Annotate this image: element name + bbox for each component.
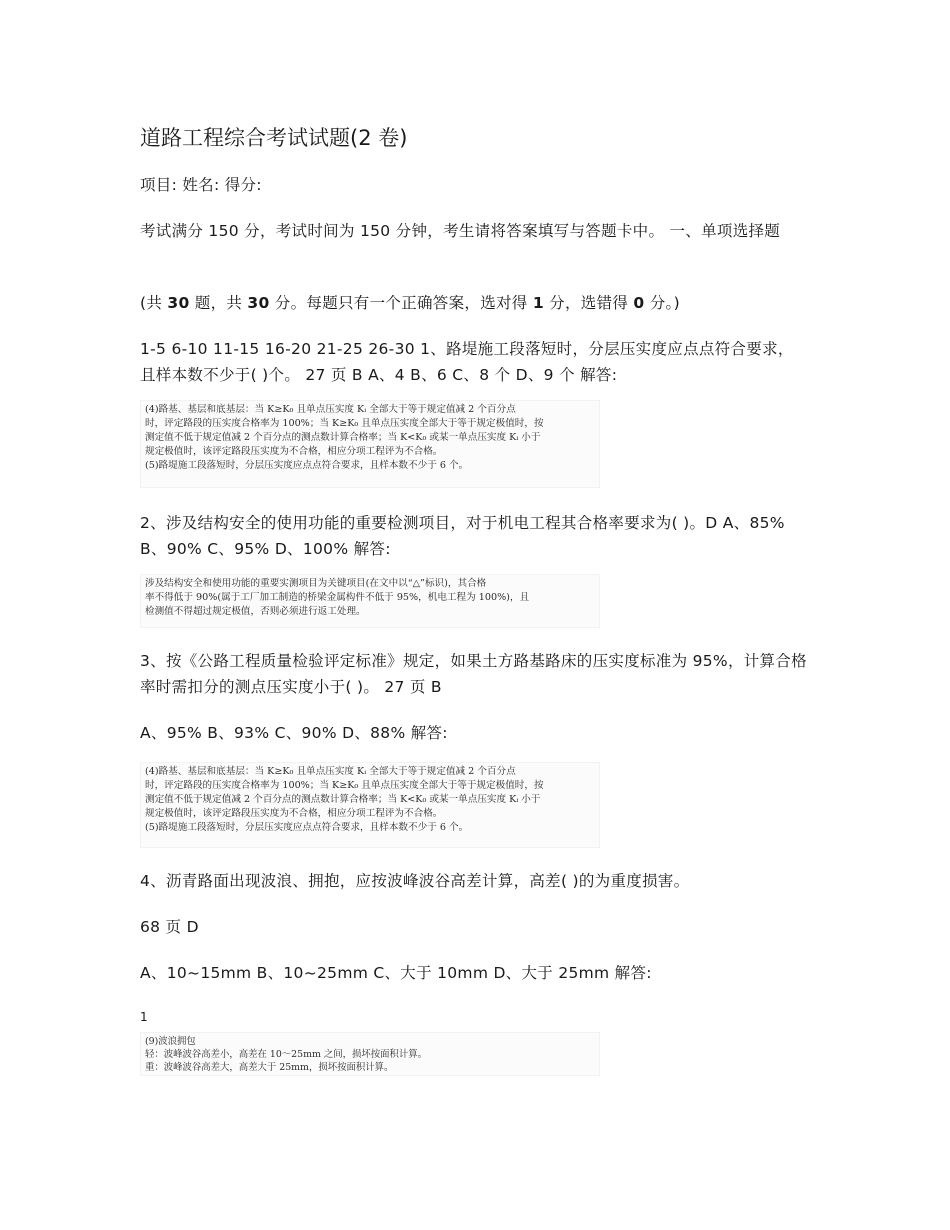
image-text-line: 规定极值时，该评定路段压实度为不合格，相应分项工程评为不合格。 xyxy=(145,808,443,819)
wrong-score: 0 xyxy=(633,294,645,312)
right-score: 1 xyxy=(532,294,544,312)
question-4: 4、沥青路面出现波浪、拥抱，应按波峰波谷高差计算，高差( )的为重度损害。 xyxy=(140,872,690,890)
note-mid1: 题，共 xyxy=(189,294,248,312)
image-text-line: (5)路堤施工段落短时，分层压实度应点点符合要求，且样本数不少于 6 个。 xyxy=(145,822,469,833)
image-text-line: 率不得低于 90%(属于工厂加工制造的桥梁金属构件不低于 95%，机电工程为 100%)，且 xyxy=(145,592,530,603)
answer-image-3 xyxy=(140,762,600,848)
note-mid2: 分。每题只有一个正确答案，选对得 xyxy=(269,294,533,312)
image-text-line: 测定值不低于规定值减 2 个百分点的测点数计算合格率；当 K<K₀ 或某一单点压实度 Kᵢ 小于 xyxy=(145,794,541,805)
header-fields: 项目: 姓名: 得分: xyxy=(140,176,262,194)
total-score: 30 xyxy=(247,294,270,312)
image-text-line: 时，评定路段的压实度合格率为 100%；当 K≥K₀ 且单点压实度全部大于等于规定极值时，按 xyxy=(145,780,544,791)
question-1: 1-5 6-10 11-15 16-20 21-25 26-30 1、路堤施工段落短时，分层压实度应点点符合要求，且样本数不少于( )个。 27 页 B A、4 B、6 C、8 个 D、9 个 解答: xyxy=(140,340,794,384)
answer-image-1 xyxy=(140,400,600,488)
question-4-options: A、10~15mm B、10~25mm C、大于 10mm D、大于 25mm 解答: xyxy=(140,964,652,982)
intro-paragraph: 考试满分 150 分，考试时间为 150 分钟，考生请将答案填写与答题卡中。 一、单项选择题 xyxy=(140,222,781,240)
image-text-line: 时，评定路段的压实度合格率为 100%；当 K≥K₀ 且单点压实度全部大于等于规定极值时，按 xyxy=(145,418,544,429)
image-text-line: 重：波峰波谷高差大，高差大于 25mm，损坏按面积计算。 xyxy=(145,1062,394,1073)
answer-image-2 xyxy=(140,574,600,628)
image-text-line: (4)路基、基层和底基层：当 K≥K₀ 且单点压实度 Kᵢ 全部大于等于规定值减 2 个百分点 xyxy=(145,766,516,777)
note-mid3: 分，选错得 xyxy=(543,294,634,312)
image-text-line: 测定值不低于规定值减 2 个百分点的测点数计算合格率；当 K<K₀ 或某一单点压实度 Kᵢ 小于 xyxy=(145,432,541,443)
image-text-line: 涉及结构安全和使用功能的重要实测项目为关键项目(在文中以“△”标识)，其合格 xyxy=(145,578,487,589)
image-text-line: (5)路堤施工段落短时，分层压实度应点点符合要求，且样本数不少于 6 个。 xyxy=(145,460,469,471)
question-count: 30 xyxy=(167,294,190,312)
image-text-line: (4)路基、基层和底基层：当 K≥K₀ 且单点压实度 Kᵢ 全部大于等于规定值减 2 个百分点 xyxy=(145,404,516,415)
note-prefix: (共 xyxy=(140,294,168,312)
answer-image-4 xyxy=(140,1032,600,1076)
page-number: 1 xyxy=(140,1010,148,1024)
question-4-page-ref: 68 页 D xyxy=(140,918,199,936)
question-3-options: A、95% B、93% C、90% D、88% 解答: xyxy=(140,724,448,742)
section-note xyxy=(140,290,808,316)
image-text-line: 检测值不得超过规定极值，否则必须进行返工处理。 xyxy=(145,606,366,617)
image-text-line: 轻：波峰波谷高差小，高差在 10～25mm 之间，损坏按面积计算。 xyxy=(145,1049,427,1060)
note-suffix: 分。) xyxy=(644,294,680,312)
question-3: 3、按《公路工程质量检验评定标准》规定，如果土方路基路床的压实度标准为 95%，计算合格率时需扣分的测点压实度小于( )。 27 页 B xyxy=(140,652,807,696)
image-text-line: 规定极值时，该评定路段压实度为不合格，相应分项工程评为不合格。 xyxy=(145,446,443,457)
image-text-line: (9)波浪拥包 xyxy=(145,1036,196,1047)
question-2: 2、涉及结构安全的使用功能的重要检测项目，对于机电工程其合格率要求为( )。D A、85% B、90% C、95% D、100% 解答: xyxy=(140,514,785,558)
page-title: 道路工程综合考试试题(2 卷) xyxy=(140,126,408,150)
